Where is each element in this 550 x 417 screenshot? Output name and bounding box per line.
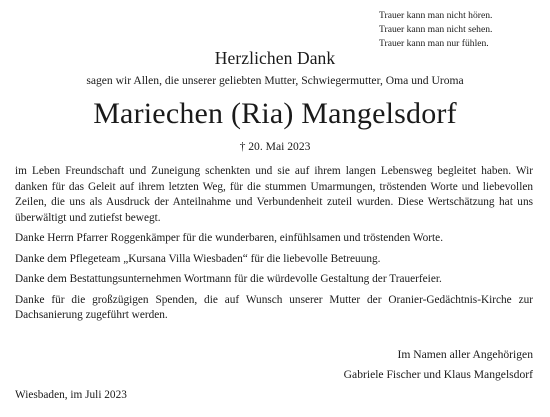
poem-line: Trauer kann man nicht hören. [379,10,493,21]
signature-line: Im Namen aller Angehörigen [397,348,533,361]
thanks-subline: sagen wir Allen, die unserer geliebten Mutter, Schwiegermutter, Oma und Uroma [86,74,464,87]
thanks-heading: Herzlichen Dank [214,48,336,68]
paragraph: Danke dem Pflegeteam „Kursana Villa Wiesbaden“ für die liebevolle Betreuung. [15,252,381,265]
paragraph: im Leben Freundschaft und Zuneigung schenkten und sie auf ihrem langen Lebensweg begleitet haben. Wir danken für das Geleit auf ihrem letzten Weg, für die stummen Umarmungen, tröstenden Worte und liebevollen Zeilen, die uns als Ausdruck der Anteilnahme und Verbundenheit zuteil wurden. Diese Wertschätzung hat uns überwältigt und zutiefst bewegt. [15,165,533,224]
poem-line: Trauer kann man nicht sehen. [379,24,493,35]
poem-line: Trauer kann man nur fühlen. [379,38,489,49]
place-date: Wiesbaden, im Juli 2023 [15,389,127,401]
signature-block [344,345,533,385]
body-text [15,164,533,329]
deceased-name: Mariechen (Ria) Mangelsdorf [93,97,457,130]
paragraph: Danke dem Bestattungsunternehmen Wortmann für die würdevolle Gestaltung der Trauerfeier. [15,273,442,285]
poem-verse [379,9,492,51]
signature-names: Gabriele Fischer und Klaus Mangelsdorf [343,368,533,381]
paragraph: Danke für die großzügigen Spenden, die auf Wunsch unserer Mutter der Oranier-Gedächtnis-Kirche zur Dachsanierung zugeführt werden. [15,293,533,321]
paragraph: Danke Herrn Pfarrer Roggenkämper für die wunderbaren, einfühlsamen und tröstenden Worte. [15,232,444,244]
death-date: † 20. Mai 2023 [239,140,311,153]
